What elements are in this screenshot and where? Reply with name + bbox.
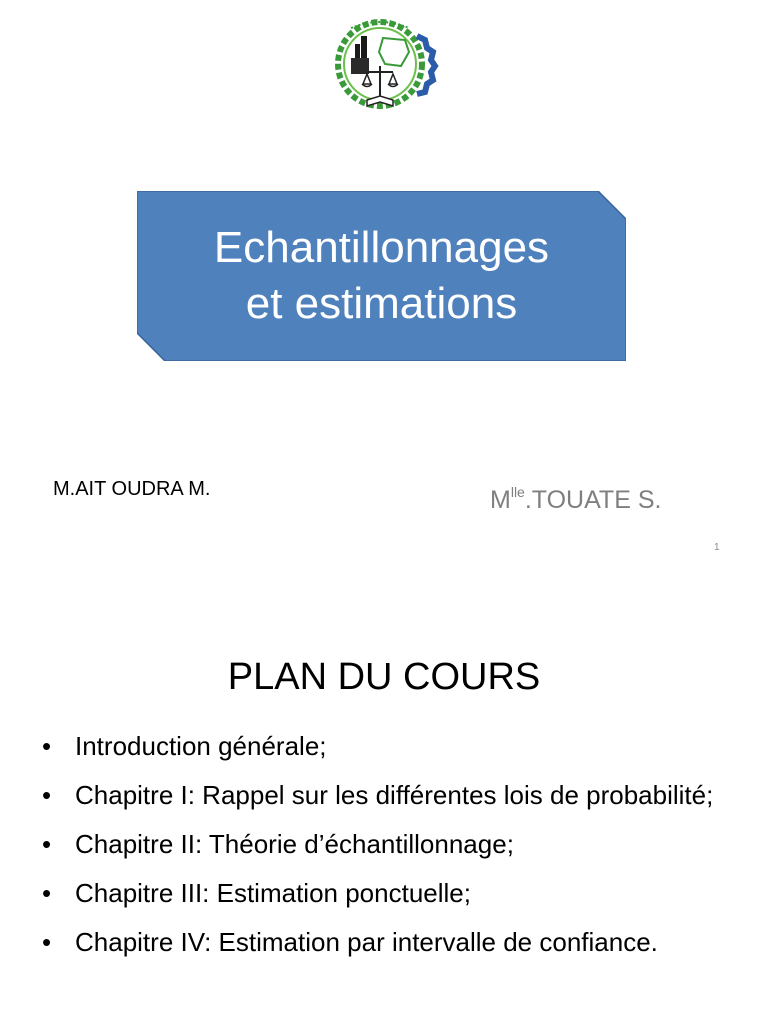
title-line-1: Echantillonnages (213, 223, 550, 272)
title-line-2: et estimations (245, 279, 518, 328)
plan-list (40, 730, 730, 975)
bullet-icon: • (42, 780, 52, 810)
page-number: 1 (714, 542, 720, 553)
author-right-superscript: lle (510, 484, 525, 500)
author-right-prefix: M (490, 486, 511, 514)
plan-item-text: Introduction générale; (75, 731, 327, 761)
plan-title: PLAN DU COURS (227, 656, 541, 698)
author-right-name: .TOUATE S. (524, 486, 662, 514)
title-banner (137, 191, 626, 361)
bullet-icon: • (42, 927, 52, 957)
plan-item (40, 779, 730, 811)
plan-item (40, 828, 730, 860)
plan-item (40, 926, 730, 958)
bullet-icon: • (42, 829, 52, 859)
plan-item-text: Chapitre II: Théorie d’échantillonnage; (75, 829, 514, 859)
plan-item (40, 877, 730, 909)
bullet-icon: • (42, 878, 52, 908)
bullet-icon: • (42, 731, 52, 761)
plan-item-text: Chapitre III: Estimation ponctuelle; (75, 878, 471, 908)
author-left: M.AIT OUDRA M. (53, 478, 211, 500)
university-emblem-icon (321, 14, 439, 114)
author-right (490, 484, 661, 515)
presentation-title (137, 191, 626, 361)
plan-item-text: Chapitre IV: Estimation par intervalle de confiance. (75, 927, 658, 957)
plan-item (40, 730, 730, 762)
plan-slide (0, 576, 768, 1024)
plan-item-text: Chapitre I: Rappel sur les différentes lois de probabilité; (75, 780, 714, 810)
